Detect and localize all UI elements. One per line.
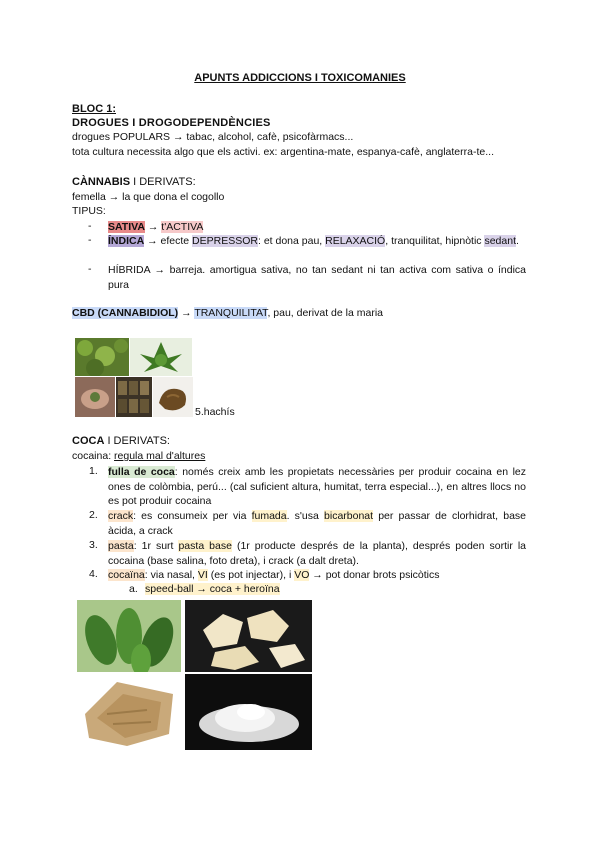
list-number: 3. <box>89 539 98 551</box>
cannabis-plant-photo <box>130 338 192 376</box>
sub-letter: a. <box>129 583 138 595</box>
cocaine-powder-photo <box>185 674 312 750</box>
hashish-photo <box>153 377 193 417</box>
cannabis-field-photo <box>75 338 129 376</box>
page-title: APUNTS ADDICCIONS I TOXICOMANIES <box>194 72 406 84</box>
item-sativa: SATIVA → t'ACTIVA <box>108 221 204 233</box>
cannabis-femella: femella → la que dona el cogollo <box>72 191 225 203</box>
coca-item-crack: crack: es consumeix per via fumada. s'usa bicarbonat per passar de clorhidrat, base àcida, a crack <box>108 510 527 537</box>
speedball-line: speed-ball → coca + heroïna <box>145 583 280 595</box>
coca-item-fulla: fulla de coca: només creix amb les propietats necessàries per produir cocaina en lez ones de colòmbia, perú... (cal suficient altura, humitat, terra especial...), en altres llocs no es pot produir cocaina <box>108 466 526 507</box>
cbd-line: CBD (CANNABIDIOL) → TRANQUILITAT, pau, derivat de la maria <box>72 307 383 319</box>
bloc-label: BLOC 1: <box>72 103 116 115</box>
bullet-dash: - <box>88 234 92 246</box>
coca-paste-photo <box>77 674 181 750</box>
bullet-dash: - <box>88 263 92 275</box>
cannabis-jars-photo <box>116 377 152 417</box>
list-number: 4. <box>89 568 98 580</box>
intro-line-1: drogues POPULARS → tabac, alcohol, cafè, psicofàrmacs... <box>72 131 354 143</box>
list-number: 1. <box>89 465 98 477</box>
cannabis-heading: CÀNNABIS I DERIVATS: <box>72 176 196 188</box>
image-caption: 5.hachís <box>195 406 235 418</box>
cannabis-hands-photo <box>75 377 115 417</box>
item-indica: ÍNDICA → efecte DEPRESSOR: et dona pau, RELAXACIÓ, tranquilitat, hipnòtic sedant. <box>108 235 519 247</box>
coca-item-pasta: pasta: 1r surt pasta base (1r producte després de la planta), després poden sortir la cocaina (base salina, foto dreta), i crack (a dalt dreta). <box>108 540 526 567</box>
cocaina-line: cocaina: regula mal d'altures <box>72 450 206 462</box>
cannabis-tipus: TIPUS: <box>72 205 106 217</box>
coca-heading: COCA I DERIVATS: <box>72 435 170 447</box>
bullet-dash: - <box>88 220 92 232</box>
section-heading: DROGUES I DROGODEPENDÈNCIES <box>72 117 271 129</box>
coca-item-cocaina: cocaïna: via nasal, VI (es pot injectar), i VO → pot donar brots psicòtics <box>108 569 440 581</box>
list-number: 2. <box>89 509 98 521</box>
crack-rocks-photo <box>185 600 312 672</box>
intro-line-2: tota cultura necessita algo que els activi. ex: argentina-mate, espanya-cafè, anglaterra-te... <box>72 146 494 158</box>
item-hibrida: HÍBRIDA → barreja. amortigua sativa, no tan sedant ni tan activa com sativa o índica pura <box>108 264 526 291</box>
coca-leaves-photo <box>77 600 181 672</box>
